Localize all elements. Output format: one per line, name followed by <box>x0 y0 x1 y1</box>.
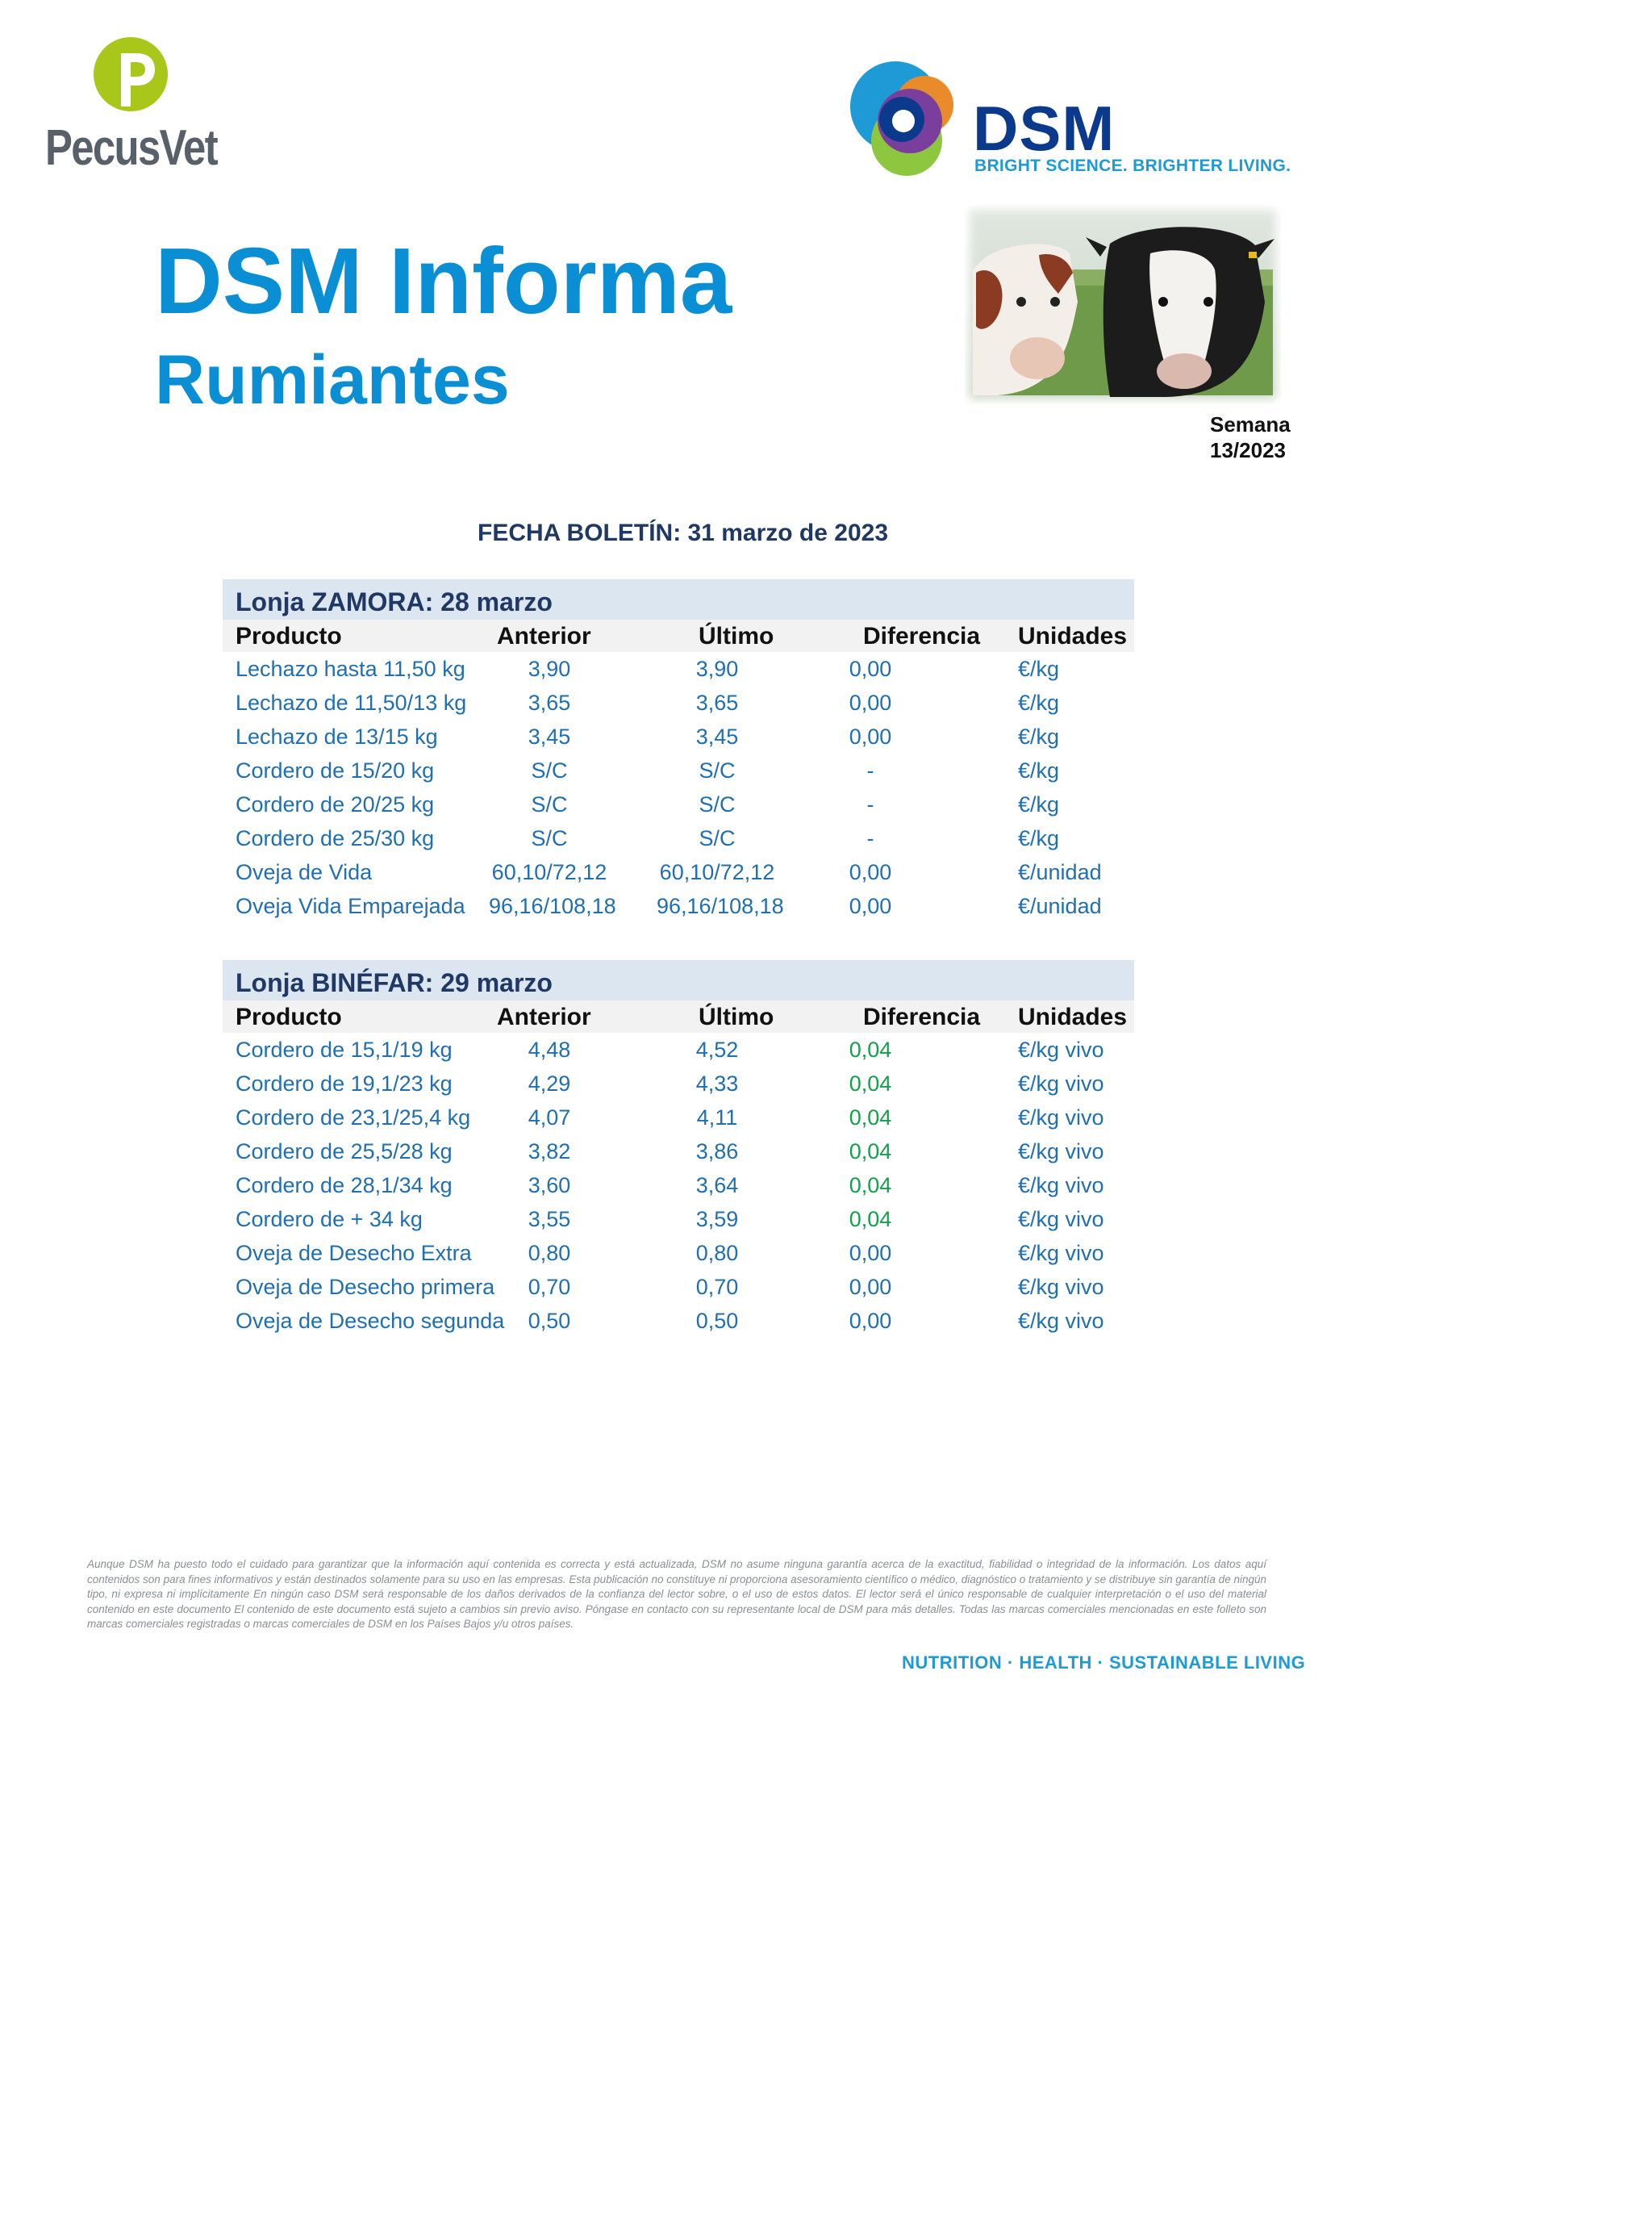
cell-unidades: €/kg vivo <box>1018 1207 1104 1231</box>
cell-ultimo: 96,16/108,18 <box>657 894 784 918</box>
column-header-producto: Producto <box>236 623 342 650</box>
legal-disclaimer: Aunque DSM ha puesto todo el cuidado para garantizar que la información aquí contenida es correcta y está actualizada, DSM no asume ninguna garantía acerca de la exactitud, fiabilidad o integridad de la información. Los datos aquí contenidos son para fines informativos y están destinados solamente para su uso en las empresas. Esta publicación no constituye ni proporciona asesoramiento científico o médico, diagnóstico o tratamiento y se distribuye sin garantía de ningún tipo, ni expresa ni implícitamente En ningún caso DSM será responsable de los daños derivados de la confianza del lector sobre, o el uso de estos datos. El lector será el único responsable de cualquier interpretación o el uso del material contenido en este documento El contenido de este documento está sujeto a cambios sin previo aviso. Póngase en contacto con su representante local de DSM para más detalles. Todas las marcas comerciales mencionadas en este folleto son marcas comerciales registradas o marcas comerciales de DSM en los Países Bajos y/u otros países. <box>87 1558 1266 1630</box>
cell-ultimo: S/C <box>699 758 736 783</box>
table-row <box>223 1202 1134 1236</box>
cell-producto: Lechazo de 11,50/13 kg <box>236 691 467 715</box>
cell-producto: Oveja de Desecho primera <box>236 1275 495 1299</box>
cell-diferencia: 0,04 <box>849 1071 892 1096</box>
table-row <box>223 1101 1134 1134</box>
table-section-title: Lonja ZAMORA: 28 marzo <box>236 587 553 616</box>
column-header-unidades: Unidades <box>1018 1004 1128 1030</box>
week-indicator <box>1210 411 1291 463</box>
table-column-headers <box>223 620 1134 652</box>
cell-producto: Cordero de 28,1/34 kg <box>236 1173 453 1197</box>
table-row <box>223 787 1134 821</box>
cell-producto: Lechazo de 13/15 kg <box>236 725 438 749</box>
cell-ultimo: 3,90 <box>695 657 739 681</box>
cell-diferencia: 0,04 <box>849 1173 892 1197</box>
cell-unidades: €/kg <box>1018 691 1060 715</box>
table-row <box>223 652 1134 686</box>
cell-ultimo: 3,59 <box>695 1207 739 1231</box>
cell-unidades: €/kg vivo <box>1018 1038 1104 1062</box>
cell-anterior: 60,10/72,12 <box>491 860 607 884</box>
cell-anterior: S/C <box>531 826 568 850</box>
cell-diferencia: - <box>866 792 874 817</box>
cell-unidades: €/unidad <box>1018 894 1102 918</box>
table-row <box>223 754 1134 787</box>
cell-ultimo: 3,64 <box>695 1173 739 1197</box>
dsm-logo-icon <box>845 56 966 186</box>
dsm-tagline: BRIGHT SCIENCE. BRIGHTER LIVING. <box>974 157 1291 175</box>
cell-diferencia: 0,00 <box>849 1309 892 1333</box>
cell-producto: Cordero de + 34 kg <box>236 1207 423 1231</box>
cell-diferencia: 0,00 <box>849 691 892 715</box>
cell-anterior: 3,55 <box>528 1207 571 1231</box>
cell-diferencia: 0,04 <box>849 1139 892 1163</box>
cell-anterior: 3,45 <box>528 725 571 749</box>
column-header-ultimo: Último <box>699 623 774 650</box>
cell-anterior: 3,90 <box>528 657 571 681</box>
cell-producto: Oveja de Vida <box>236 860 373 884</box>
cell-unidades: €/unidad <box>1018 860 1102 884</box>
cell-producto: Oveja de Desecho Extra <box>236 1241 472 1265</box>
column-header-anterior: Anterior <box>497 1004 591 1030</box>
table-section-title: Lonja BINÉFAR: 29 marzo <box>236 968 553 997</box>
cell-producto: Cordero de 15/20 kg <box>236 758 435 783</box>
table-row <box>223 686 1134 720</box>
cows-photo <box>965 205 1281 403</box>
cell-unidades: €/kg vivo <box>1018 1275 1104 1299</box>
cell-unidades: €/kg vivo <box>1018 1309 1104 1333</box>
cell-ultimo: 0,80 <box>695 1241 739 1265</box>
cell-anterior: 3,65 <box>528 691 571 715</box>
table-row <box>223 1270 1134 1304</box>
cell-unidades: €/kg <box>1018 725 1060 749</box>
cell-ultimo: 4,52 <box>695 1038 739 1062</box>
table-row <box>223 1033 1134 1067</box>
table-row <box>223 1236 1134 1270</box>
cell-ultimo: 60,10/72,12 <box>659 860 775 884</box>
table-section-header <box>223 960 1134 1000</box>
cell-ultimo: 3,65 <box>695 691 739 715</box>
zamora-price-table <box>223 579 1134 923</box>
cell-ultimo: S/C <box>699 792 736 817</box>
table-row <box>223 889 1134 923</box>
bulletin-date: FECHA BOLETÍN: 31 marzo de 2023 <box>478 520 889 546</box>
cell-producto: Cordero de 23,1/25,4 kg <box>236 1105 471 1130</box>
table-row <box>223 1134 1134 1168</box>
table-row <box>223 720 1134 754</box>
cell-anterior: 0,70 <box>528 1275 571 1299</box>
table-row <box>223 855 1134 889</box>
week-value: 13/2023 <box>1210 438 1286 462</box>
cell-diferencia: 0,00 <box>849 657 892 681</box>
cell-anterior: 4,48 <box>528 1038 571 1062</box>
cell-producto: Cordero de 25/30 kg <box>236 826 435 850</box>
cell-anterior: 4,07 <box>528 1105 571 1130</box>
cell-unidades: €/kg vivo <box>1018 1139 1104 1163</box>
cell-anterior: 4,29 <box>528 1071 571 1096</box>
cell-unidades: €/kg vivo <box>1018 1241 1104 1265</box>
binefar-price-table <box>223 960 1134 1338</box>
column-header-diferencia: Diferencia <box>863 1004 981 1030</box>
cell-diferencia: - <box>866 826 874 850</box>
pecusvet-logo-icon <box>90 37 171 111</box>
table-row <box>223 1304 1134 1338</box>
cell-diferencia: 0,00 <box>849 725 892 749</box>
cell-ultimo: S/C <box>699 826 736 850</box>
cell-anterior: S/C <box>531 758 568 783</box>
cell-unidades: €/kg <box>1018 657 1060 681</box>
cell-unidades: €/kg vivo <box>1018 1173 1104 1197</box>
cell-anterior: 0,50 <box>528 1309 571 1333</box>
cell-unidades: €/kg <box>1018 826 1060 850</box>
cell-anterior: 0,80 <box>528 1241 571 1265</box>
cell-diferencia: 0,04 <box>849 1038 892 1062</box>
cell-anterior: 96,16/108,18 <box>489 894 616 918</box>
column-header-anterior: Anterior <box>497 623 591 650</box>
cell-diferencia: - <box>866 758 874 783</box>
column-header-ultimo: Último <box>699 1004 774 1030</box>
cell-diferencia: 0,04 <box>849 1105 892 1130</box>
table-section-header <box>223 579 1134 620</box>
table-column-headers <box>223 1000 1134 1033</box>
cell-producto: Cordero de 25,5/28 kg <box>236 1139 453 1163</box>
page-title: DSM Informa <box>155 228 732 333</box>
cell-unidades: €/kg <box>1018 758 1060 783</box>
cell-anterior: 3,82 <box>528 1139 571 1163</box>
cell-producto: Oveja Vida Emparejada <box>236 894 465 918</box>
cell-ultimo: 3,86 <box>695 1139 739 1163</box>
table-row <box>223 1168 1134 1202</box>
cell-unidades: €/kg vivo <box>1018 1105 1104 1130</box>
cell-unidades: €/kg <box>1018 792 1060 817</box>
cell-ultimo: 3,45 <box>695 725 739 749</box>
cell-diferencia: 0,00 <box>849 860 892 884</box>
cell-producto: Lechazo hasta 11,50 kg <box>236 657 465 681</box>
pecusvet-wordmark: PecusVet <box>45 120 217 176</box>
column-header-producto: Producto <box>236 1004 342 1030</box>
cell-diferencia: 0,04 <box>849 1207 892 1231</box>
cell-diferencia: 0,00 <box>849 1275 892 1299</box>
cell-ultimo: 0,50 <box>695 1309 739 1333</box>
cell-unidades: €/kg vivo <box>1018 1071 1104 1096</box>
cell-diferencia: 0,00 <box>849 1241 892 1265</box>
dsm-wordmark: DSM <box>973 93 1116 164</box>
cell-ultimo: 4,11 <box>696 1105 738 1130</box>
cell-ultimo: 0,70 <box>695 1275 739 1299</box>
column-header-diferencia: Diferencia <box>863 623 981 650</box>
cell-ultimo: 4,33 <box>695 1071 739 1096</box>
footer-tagline: NUTRITION · HEALTH · SUSTAINABLE LIVING <box>902 1652 1306 1673</box>
column-header-unidades: Unidades <box>1018 623 1128 650</box>
cell-producto: Cordero de 19,1/23 kg <box>236 1071 453 1096</box>
cell-producto: Cordero de 20/25 kg <box>236 792 435 817</box>
cell-diferencia: 0,00 <box>849 894 892 918</box>
cell-anterior: S/C <box>531 792 568 817</box>
cell-producto: Cordero de 15,1/19 kg <box>236 1038 453 1062</box>
page-subtitle: Rumiantes <box>155 341 510 419</box>
week-label: Semana <box>1210 412 1291 437</box>
cell-producto: Oveja de Desecho segunda <box>236 1309 505 1333</box>
cell-anterior: 3,60 <box>528 1173 571 1197</box>
table-row <box>223 821 1134 855</box>
table-row <box>223 1067 1134 1101</box>
